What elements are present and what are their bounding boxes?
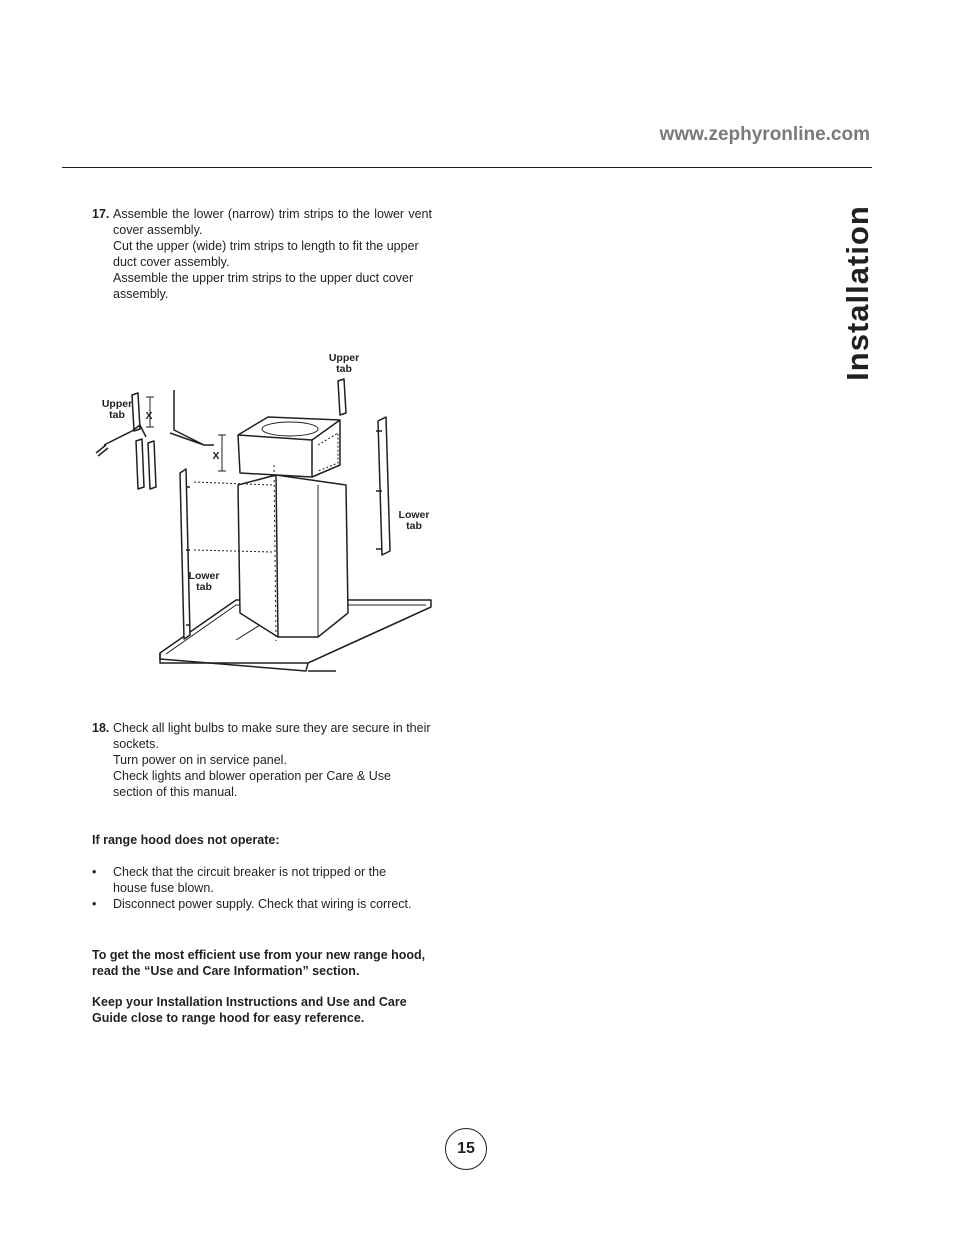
label-x-small: X xyxy=(145,410,153,422)
step-number: 17. xyxy=(92,207,110,221)
list-item xyxy=(92,864,422,896)
list-item-text: Disconnect power supply. Check that wiring is correct. xyxy=(113,897,412,911)
list-item xyxy=(92,896,422,912)
bullet-icon: • xyxy=(92,897,97,911)
left-lower-trim-strip xyxy=(180,469,190,639)
step-17 xyxy=(92,206,432,302)
lower-duct-cover xyxy=(238,475,348,637)
left-upper-trim-strip-b xyxy=(136,439,144,489)
header-divider xyxy=(62,167,872,168)
section-tab xyxy=(836,200,880,385)
upper-tab-strip-top xyxy=(338,379,346,415)
label-upper-tab-top-2: tab xyxy=(336,363,352,375)
trim-strip-assembly-diagram xyxy=(86,345,441,680)
right-lower-trim-strip xyxy=(378,417,390,555)
label-upper-tab-left-2: tab xyxy=(109,409,125,421)
left-upper-trim-strip-c xyxy=(148,441,156,489)
keep-guide-note: Keep your Installation Instructions and Use and Care Guide close to range hood for easy reference. xyxy=(92,995,407,1025)
step-number: 18. xyxy=(92,721,110,735)
page-number: 15 xyxy=(445,1128,487,1170)
step-line: Check lights and blower operation per Care & Use section of this manual. xyxy=(113,769,391,799)
troubleshoot-list xyxy=(92,864,422,912)
step-line: Assemble the lower (narrow) trim strips to the lower vent cover assembly. xyxy=(113,207,432,237)
step-18 xyxy=(92,720,432,800)
step-line: Check all light bulbs to make sure they are secure in their sockets. xyxy=(113,721,431,751)
label-lower-tab-right-2: tab xyxy=(406,520,422,532)
step-line: Cut the upper (wide) trim strips to length to fit the upper duct cover assembly. xyxy=(113,239,419,269)
website-url: www.zephyronline.com xyxy=(659,124,870,145)
upper-duct-cover xyxy=(238,417,340,477)
step-line: Assemble the upper trim strips to the upper duct cover assembly. xyxy=(113,271,414,301)
label-x-large: X xyxy=(212,450,220,462)
label-lower-tab-right: Lower xyxy=(398,509,430,521)
step-line: Turn power on in service panel. xyxy=(113,753,287,767)
label-upper-tab-left: Upper xyxy=(101,398,133,410)
label-lower-tab-left: Lower xyxy=(188,570,220,582)
troubleshoot-heading: If range hood does not operate: xyxy=(92,833,280,847)
section-tab-label: Installation xyxy=(840,204,875,381)
efficient-use-note: To get the most efficient use from your new range hood, read the “Use and Care Information” section. xyxy=(92,948,426,978)
label-upper-tab-top: Upper xyxy=(328,352,360,364)
bullet-icon: • xyxy=(92,865,97,879)
list-item-text: Check that the circuit breaker is not tripped or the house fuse blown. xyxy=(113,865,387,895)
label-lower-tab-left-2: tab xyxy=(196,581,212,593)
